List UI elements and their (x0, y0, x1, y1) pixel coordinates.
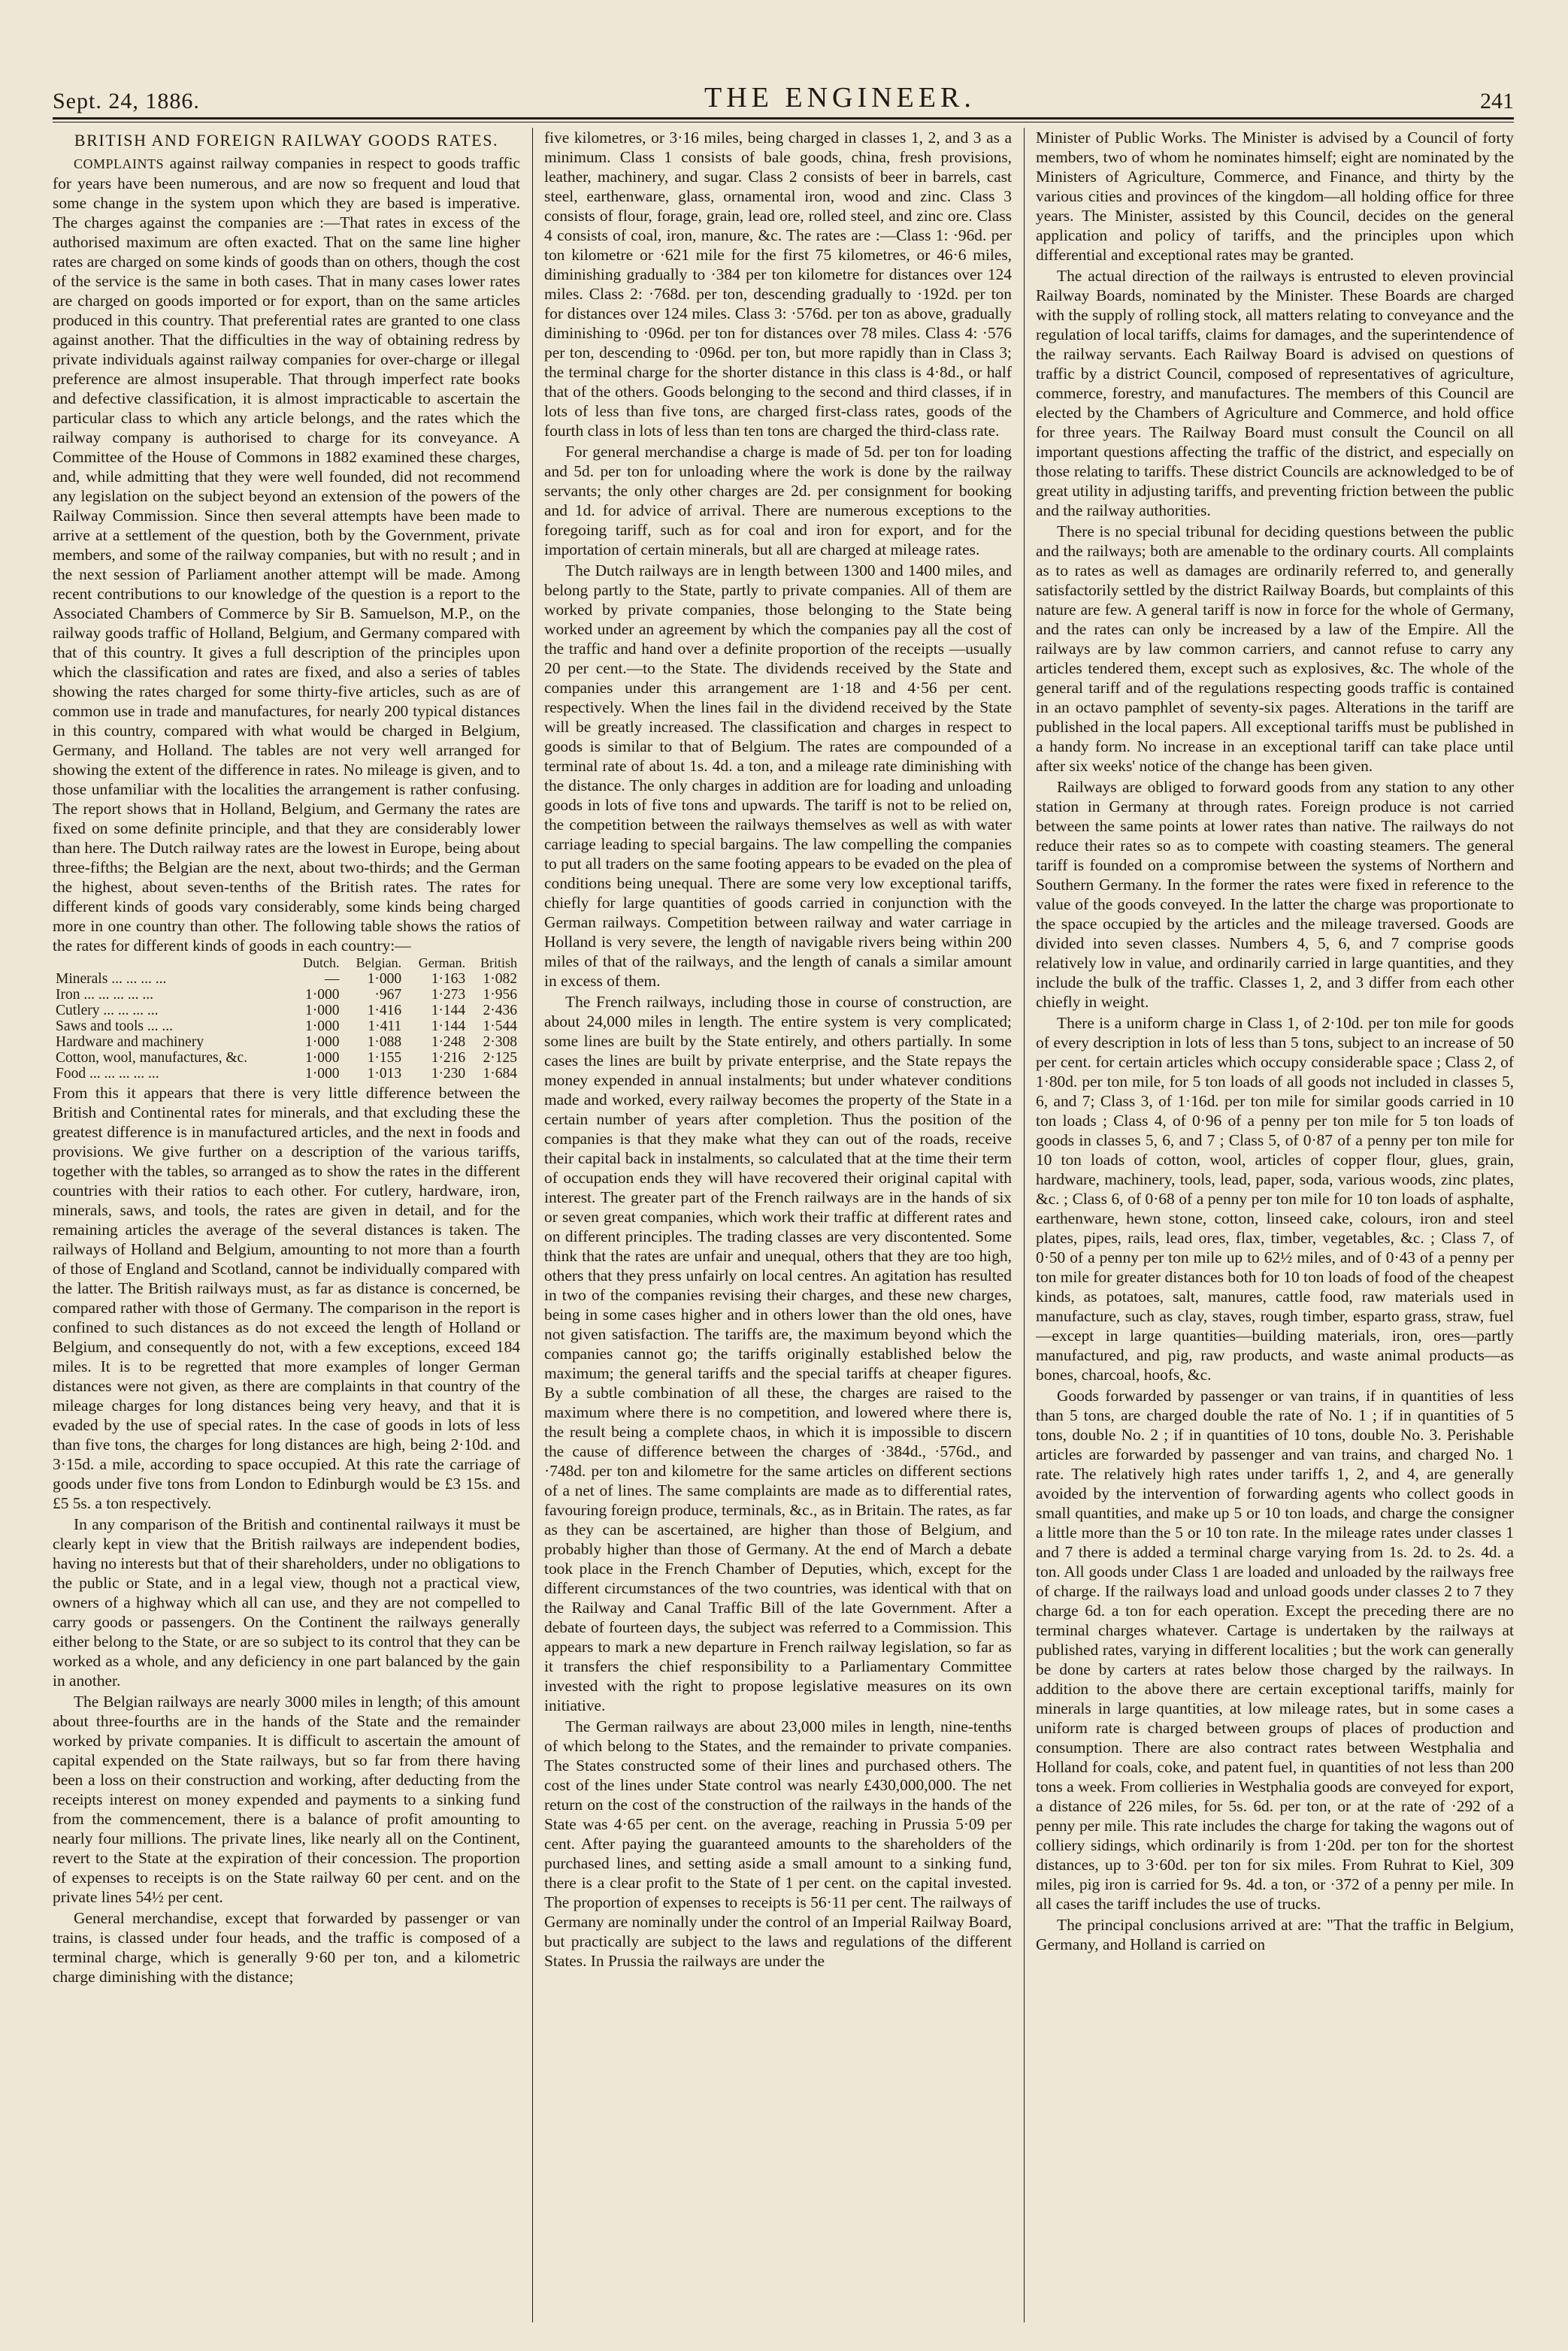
header-rule-thin (53, 122, 1514, 123)
table-cell-belgian: 1·155 (367, 1050, 402, 1066)
table-cell-dutch: 1·000 (305, 1034, 340, 1050)
paragraph: Minister of Public Works. The Minister is advised by a Council of forty members, two of whom he nominates himself; eight are nominated by the Ministers of Agriculture, Commerce, and Finance, and thirty by the various cities and provinces of the kingdom—all holding office for three years. The Minister, assisted by this Council, decides on the general application and policy of tariffs, and the principles upon which differential and exceptional rates may be granted. (1036, 129, 1514, 264)
table-header: British (480, 955, 517, 970)
paragraph: There is a uniform charge in Class 1, of 2·10d. per ton mile for goods of every description in lots of less than 5 tons, subject to an increase of 50 per cent. for certain articles which occupy considerable space ; Class 2, of 1·80d. per ton mile, for 5 ton loads of all goods not included in classes 5, 6, and 7; Class 3, of 1·16d. per ton mile for similar goods carried in 10 ton loads ; Class 4, of 0·96 of a penny per ton mile for 5 ton loads of goods in classes 5, 6, and 7 ; Class 5, of 0·87 of a penny per ton mile for 10 ton loads of cotton, wool, articles of copper flour, glues, grain, hardware, machinery, tools, lead, paper, soda, various woods, zinc plates, &c. ; Class 6, of 0·68 of a penny per ton mile for 10 ton loads of asphalte, earthenware, hewn stone, cotton, linseed cake, colours, iron and steel plates, pipes, rails, lead ores, flax, timber, vegetables, &c. ; Class 7, of 0·50 of a penny per ton mile up to 62½ miles, and of 0·43 of a penny per ton mile for greater distances both for 10 ton loads of food of the cheapest kinds, as potatoes, salt, manures, cattle food, raw materials used in manufacture, such as clay, staves, rough timber, esparto grass, straw, fuel—except in large quantities—building materials, iron, ores—partly manufactured, and pig, raw products, and waste animal products—as bones, charcoal, hoofs, &c. (1036, 1014, 1514, 1384)
paragraph: five kilometres, or 3·16 miles, being charged in classes 1, 2, and 3 as a minimum. Class 1 consists of bale goods, china, fresh provisions, leather, machinery, and sugar. Class 2 consists of beer in barrels, cast steel, earthenware, glass, ornamental iron, wood and zinc. Class 3 consists of flour, forage, grain, lead ore, rolled steel, and zinc ore. Class 4 consists of coal, iron, manure, &c. The rates are :—Class 1: ·96d. per ton kilometre or ·621 mile for the first 75 kilometres, or 46·6 miles, diminishing gradually to ·384 per ton kilometre for distances over 124 miles. Class 2: ·768d. per ton, descending gradually to ·192d. per ton for distances over 124 miles. Class 3: ·576d. per ton as above, gradually diminishing to ·096d. per ton for distances over 78 miles. Class 4: ·576 per ton, descending to ·096d. per ton, but more rapidly than in Class 3; the terminal charge for the shorter distance in this class is 4·8d., or half that of the others. Goods belonging to the second and third classes, if in lots of less than five tons, are charged first-class rates, goods of the fourth class in lots of less than ten tons are charged the third-class rate. (544, 129, 1012, 440)
paragraph (53, 153, 520, 955)
table-row (53, 1018, 520, 1034)
header-rule (53, 117, 1514, 120)
column-2 (544, 128, 1012, 2322)
column-divider (532, 128, 533, 2322)
table-row (53, 987, 520, 1003)
paragraph-text: against railway companies in respect to goods traffic for years have been numerous, and are now so frequent and loud that some change in the system upon which they are based is imperative. The charges against the companies are :—That rates in excess of the authorised maximum are often exacted. That on the same line higher rates are charged on some kinds of goods than on others, though the cost of the service is the same in both cases. That in many cases lower rates are charged on goods imported or for export, than on the same articles produced in this country. That preferential rates are granted to one class against another. That the difficulties in the way of obtaining redress by private individuals against railway companies for over-charge or illegal preference are almost insuperable. That through imperfect rate books and defective classification, it is almost impracticable to ascertain the particular class to which any article belongs, and the rates which the railway company is authorised to charge for its conveyance. A Committee of the House of Commons in 1882 examined these charges, and, while admitting that they were well founded, did not recommend any legislation on the subject beyond an extension of the powers of the Railway Commission. Since then several attempts have been made to arrive at a settlement of the question, both by the Government, private members, and some of the railway companies, but with no result ; and in the next session of Parliament another attempt will be made. Among recent contributions to our knowledge of the question is a report to the Associated Chambers of Commerce by Sir B. Samuelson, M.P., on the railway goods traffic of Holland, Belgium, and Germany compared with that of this country. It gives a full description of the principles upon which the classification and rates are fixed, and also a series of tables showing the rates charged for some thirty-five articles, such as are of common use in trade and manufactures, for nearly 200 typical distances in this country, compared with what would be charged in Belgium, Germany, and Holland. The tables are not very well arranged for showing the extent of the difference in rates. No mileage is given, and to those unfamiliar with the localities the arrangement is rather confusing. The report shows that in Holland, Belgium, and Germany the rates are fixed on some definite principle, and that they are considerably lower than here. The Dutch railway rates are the lowest in Europe, being about three-fifths; the Belgian are the next, about two-thirds; and the German the highest, about seven-tenths of the British rates. The rates for different kinds of goods vary considerably, some kinds being charged more in one country than other. The following table shows the ratios of the rates for different kinds of goods in each country:— (53, 154, 520, 955)
paragraph: The German railways are about 23,000 miles in length, nine-tenths of which belong to the States, and the remainder to private companies. The States constructed some of their lines and purchased others. The cost of the lines under State control was nearly £430,000,000. The net return on the cost of the construction of the railways in the hands of the State was 4·65 per cent. on the average, reaching in Prussia 5·09 per cent. After paying the guaranteed amounts to the shareholders of the purchased lines, and setting aside a small amount to a sinking fund, there is a clear profit to the State of 1 per cent. on the capital invested. The proportion of expenses to receipts is 56·11 per cent. The railways of Germany are nominally under the control of an Imperial Railway Board, but practically are subject to the laws and regulations of the different States. In Prussia the railways are under the (544, 1717, 1012, 1970)
table-cell-item: Food ... ... ... ... ... (56, 1066, 159, 1082)
table-cell-german: 1·163 (431, 971, 466, 987)
paragraph: The principal conclusions arrived at are: "That the traffic in Belgium, Germany, and Holland is carried on (1036, 1916, 1514, 1953)
paragraph: In any comparison of the British and continental railways it must be clearly kept in view that the British railways are independent bodies, having no interests but that of their shareholders, under no obligations to the public or State, and in a legal view, though not a practical view, owners of a highway which all can use, and they are not compelled to carry goods or passengers. On the Continent the railways generally either belong to the State, or are so subject to its control that they can be worked as a whole, and any deficiency in one part balanced by the gain in another. (53, 1515, 520, 1690)
table-cell-german: 1·273 (431, 987, 466, 1003)
table-cell-british: 2·436 (483, 1003, 517, 1018)
publication-title: THE ENGINEER. (704, 82, 976, 113)
table-cell-german: 1·144 (431, 1018, 466, 1034)
column-3 (1036, 128, 1514, 2322)
paragraph: Railways are obliged to forward goods from any station to any other station in Germany at through rates. Foreign produce is not carried between the same points at lower rates than native. The railways do not reduce their rates so as to compete with coasting steamers. The general tariff is founded on a compromise between the systems of Northern and Southern Germany. In the former the rates were fixed in reference to the value of the goods conveyed. In the latter the charge was proportionate to the space occupied by the articles and the mileage traversed. Goods are divided into seven classes. Numbers 4, 5, 6, and 7 comprise goods relatively low in value, and ordinarily carried in large quantities, and they include the bulk of the traffic. Classes 1, 2, and 3 differ from each other chiefly in weight. (1036, 778, 1514, 1011)
article-title: BRITISH AND FOREIGN RAILWAY GOODS RATES. (74, 131, 499, 150)
table-cell-british: 1·082 (483, 971, 517, 987)
table-cell-belgian: ·967 (374, 987, 402, 1003)
table-header: German. (418, 955, 466, 970)
table-cell-british: 2·308 (483, 1034, 517, 1050)
table-cell-german: 1·248 (431, 1034, 466, 1050)
paragraph: General merchandise, except that forwarded by passenger or van trains, is classed under four heads, and the traffic is composed of a terminal charge, which is generally 9·60 per ton, and a kilometric charge diminishing with the distance; (53, 1909, 520, 1986)
table-cell-item: Saws and tools ... ... (56, 1018, 173, 1034)
paragraph: There is no special tribunal for deciding questions between the public and the railways; both are amenable to the ordinary courts. All complaints as to rates as well as damages are ordinarily referred to, and generally satisfactorily settled by the district Railway Boards, but complaints of this nature are few. A general tariff is now in force for the whole of Germany, and the rates can only be increased by a law of the Empire. All the railways are by law common carriers, and cannot refuse to carry any articles tendered them, except such as explosives, &c. The whole of the general tariff and of the regulations respecting goods traffic is contained in an octavo pamphlet of seventy-six pages. Alterations in the tariff are published in the local papers. All exceptional tariffs must be published in a handy form. No increase in an exceptional tariff can take place until after six weeks' notice of the change has been given. (1036, 522, 1514, 775)
table-cell-dutch: 1·000 (305, 1066, 340, 1082)
table-row (53, 1066, 520, 1082)
table-header (53, 955, 291, 971)
table-cell-item: Minerals ... ... ... ... (56, 971, 167, 987)
paragraph: The Dutch railways are in length between 1300 and 1400 miles, and belong partly to the State, partly to private companies. All of them are worked by private companies, those belonging to the State being worked under an agreement by which the companies pay all the cost of the traffic and hand over a definite proportion of the receipts —usually 20 per cent.—to the State. The dividends received by the State and companies under this arrangement are 1·18 and 4·56 per cent. respectively. When the lines fail in the dividend received by the State will be greatly increased. The classification and charges in respect to goods is similar to that of Belgium. The rates are compounded of a terminal rate of about 1s. 4d. a ton, and a mileage rate diminishing with the distance. The only charges in addition are for loading and unloading goods in lots of five tons and upwards. The tariff is not to be relied on, the competition between the railways themselves as well as with water carriage leading to special bargains. The law compelling the companies to put all traders on the same footing appears to be evaded on the plea of conditions being unequal. There are some very low exceptional tariffs, chiefly for large quantities of goods carried in conjunction with the German railways. Competition between railway and water carriage in Holland is very severe, the length of navigable rivers being within 200 miles of that of the railways, and the length of canals a similar amount in excess of them. (544, 561, 1012, 990)
table-cell-british: 1·684 (483, 1066, 517, 1082)
paragraph: The French railways, including those in course of construction, are about 24,000 miles in length. The entire system is very complicated; some lines are built by the State entirely, and others partially. In some cases the lines are built by private enterprise, and the State repays the money expended in annual instalments; but under whatever conditions made and worked, every railway becomes the property of the State in a certain number of years after completion. Thus the position of the companies is that they make what they can out of the roads, receive their capital back in instalments, so calculated that at the time their term of occupation ends they will have recovered their original capital with interest. The greater part of the French railways are in the hands of six or seven great companies, which work their traffic at different rates and on different principles. The trading classes are very discontented. Some think that the rates are unfair and unequal, others that they are too high, others that they press unfairly on local centres. An agitation has resulted in two of the companies revising their charges, and these new charges, being in some cases higher and in others lower than the old ones, have not given satisfaction. The tariffs are, the maximum beyond which the companies cannot go; the tariffs originally established below the maximum; the general tariffs and the special tariffs at cheaper figures. By a subtle combination of all these, the charges are raised to the maximum where there is no competition, and lowered where there is, the result being a complete chaos, in which it is impossible to discern the cause of difference between the charges of ·384d., ·576d., and ·748d. per ton and kilometre for the same articles on different sections of a net of lines. The same complaints are made as to differential rates, favouring foreign produce, terminals, &c., as in Britain. The rates, as far as they can be ascertained, are higher than those of Belgium, and probably higher than those of Germany. At the end of March a debate took place in the French Chamber of Deputies, which, except for the different circumstances of the two countries, was identical with that on the Railway and Canal Traffic Bill of the late Government. After a debate of fourteen days, the subject was referred to a Commission. This appears to mark a new departure in French railway legislation, so far as it transfers the chief responsibility to a Parliamentary Committee invested with the right to propose legislative measures on its own initiative. (544, 993, 1012, 1714)
table-cell-item: Iron ... ... ... ... ... (56, 987, 153, 1003)
table-header-row (53, 955, 520, 971)
table-body (53, 971, 520, 1082)
table-row (53, 1034, 520, 1050)
table-cell-british: 1·956 (483, 987, 517, 1003)
table-cell-dutch: 1·000 (305, 1018, 340, 1034)
table-cell-item: Cotton, wool, manufactures, &c. (56, 1050, 248, 1066)
paragraph: The Belgian railways are nearly 3000 miles in length; of this amount about three-fourths are in the hands of the State and the remainder worked by private companies. It is difficult to ascertain the amount of capital expended on the State railways, but so far from there having been a loss on their construction and working, after deducting from the receipts interest on money expended and payments to a sinking fund from the commencement, there is a balance of profit amounting to nearly four millions. The private lines, like nearly all on the Continent, revert to the State at the expiration of their concession. The proportion of expenses to receipts is on the State railway 60 per cent. and on the private lines 54½ per cent. (53, 1693, 520, 1906)
paragraph: Goods forwarded by passenger or van trains, if in quantities of less than 5 tons, are charged double the rate of No. 1 ; if in quantities of 5 tons, double No. 2 ; if in quantities of 10 tons, double No. 3. Perishable articles are forwarded by passenger and van trains, and charged No. 1 rate. The relatively high rates under tariffs 1, 2, and 4, are generally avoided by the intervention of forwarding agents who collect goods in small quantities, and make up 5 or 10 ton loads, and charge the consigner a little more than the 5 or 10 ton rate. In the mileage rates under classes 1 and 7 there is added a terminal charge varying from 1s. 2d. to 2s. 4d. a ton. All goods under Class 1 are loaded and unloaded by the railways free of charge. If the railways load and unload goods under classes 2 to 7 they charge 6d. a ton for each operation. Except the preceding there are no terminal charges whatever. Cartage is undertaken by the railways at published rates, varying in different localities ; but the work can generally be done by carters at rates below those charged by the railways. In addition to the above there are certain exceptional tariffs, mainly for minerals in large quantities, at low mileage rates, but in some cases a uniform rate is charged between groups of places of production and consumption. There are also contract rates between Westphalia and Holland for coals, coke, and patent fuel, in quantities of not less than 200 tons a week. From collieries in Westphalia goods are conveyed for export, a distance of 226 miles, for 5s. 6d. per ton, or at the rate of ·292 of a penny per mile. This rate includes the charge for taking the wagons out of colliery sidings, which ordinarily is from 1·20d. per ton for the shortest distances, up to 3·60d. per ton for six miles. From Ruhrat to Kiel, 309 miles, pig iron is carried for 9s. 4d. a ton, or ·372 of a penny per mile. In all cases the tariff includes the use of trucks. (1036, 1387, 1514, 1913)
table-cell-item: Cutlery ... ... ... ... (56, 1003, 159, 1018)
lead-word: COMPLAINTS (74, 156, 165, 171)
column-1 (53, 128, 520, 2322)
rates-ratio-table (53, 955, 520, 1082)
table-header: Dutch. (303, 955, 340, 970)
page-header (53, 81, 1514, 114)
table-cell-german: 1·144 (431, 1003, 466, 1018)
table-cell-german: 1·230 (431, 1066, 466, 1082)
table-cell-item: Hardware and machinery (56, 1034, 204, 1050)
table-header: Belgian. (356, 955, 402, 970)
table-cell-belgian: 1·013 (367, 1066, 402, 1082)
table-cell-german: 1·216 (431, 1050, 466, 1066)
table-cell-dutch: 1·000 (305, 1003, 340, 1018)
table-cell-belgian: 1·416 (367, 1003, 402, 1018)
table-cell-dutch: 1·000 (305, 987, 340, 1003)
table-row (53, 1003, 520, 1018)
table-cell-belgian: 1·000 (367, 971, 402, 987)
table-cell-british: 2·125 (483, 1050, 517, 1066)
table-row (53, 971, 520, 987)
table-cell-belgian: 1·088 (367, 1034, 402, 1050)
paragraph: The actual direction of the railways is entrusted to eleven provincial Railway Boards, nominated by the Minister. These Boards are charged with the supply of rolling stock, all matters relating to conveyance and the regulation of local tariffs, claims for damages, and the superintendence of the railway servants. Each Railway Board is advised on questions of traffic by a district Council, composed of representatives of agriculture, commerce, forestry, and manufactures. The members of this Council are elected by the Chambers of Agriculture and Commerce, and hold office for three years. The Railway Board must consult the Council on all important questions affecting the traffic of the district, and especially on those relating to tariffs. These district Councils are acknowledged to be of great utility in adjusting tariffs, and preventing friction between the public and the railway authorities. (1036, 267, 1514, 519)
paragraph: For general merchandise a charge is made of 5d. per ton for loading and 5d. per ton for unloading where the work is done by the railway servants; the only other charges are 2d. per consignment for booking and 1d. for advice of arrival. There are numerous exceptions to the foregoing tariff, such as for coal and iron for export, and for the importation of certain minerals, but all are charged at mileage rates. (544, 443, 1012, 558)
issue-date: Sept. 24, 1886. (53, 89, 200, 113)
table-cell-belgian: 1·411 (368, 1018, 402, 1034)
table-cell-dutch: 1·000 (305, 1050, 340, 1066)
table-cell-british: 1·544 (483, 1018, 517, 1034)
paragraph: From this it appears that there is very little difference between the British and Continental rates for minerals, and that excluding these the greatest difference is in manufactured articles, and the next in foods and provisions. We give further on a description of the various tariffs, together with the tables, so arranged as to show the rates in the different countries with their ratios to each other. For cutlery, hardware, iron, minerals, saws, and tools, the rates are given in detail, and for the remaining articles the average of the several distances is taken. The railways of Holland and Belgium, amounting to not more than a fourth of those of England and Scotland, cannot be individually compared with the latter. The British railways must, as far as distance is concerned, be compared rather with those of Germany. The comparison in the report is confined to such distances as do not exceed the length of Holland or Belgium, and consequently do not, with a few exceptions, exceed 184 miles. It is to be regretted that more examples of longer German distances were not given, as there are complaints in that country of the mileage charges for long distances being very heavy, and that it is evaded by the use of special rates. In the case of goods in lots of less than five tons, the charges for long distances are high, being 2·10d. and 3·15d. a mile, according to space occupied. At this rate the carriage of goods under five tons from London to Edinburgh would be £3 15s. and £5 5s. a ton respectively. (53, 1084, 520, 1512)
table-row (53, 1050, 520, 1066)
table-cell-dutch: — (325, 971, 340, 987)
column-divider (1024, 128, 1025, 2322)
page-number: 241 (1480, 89, 1514, 113)
